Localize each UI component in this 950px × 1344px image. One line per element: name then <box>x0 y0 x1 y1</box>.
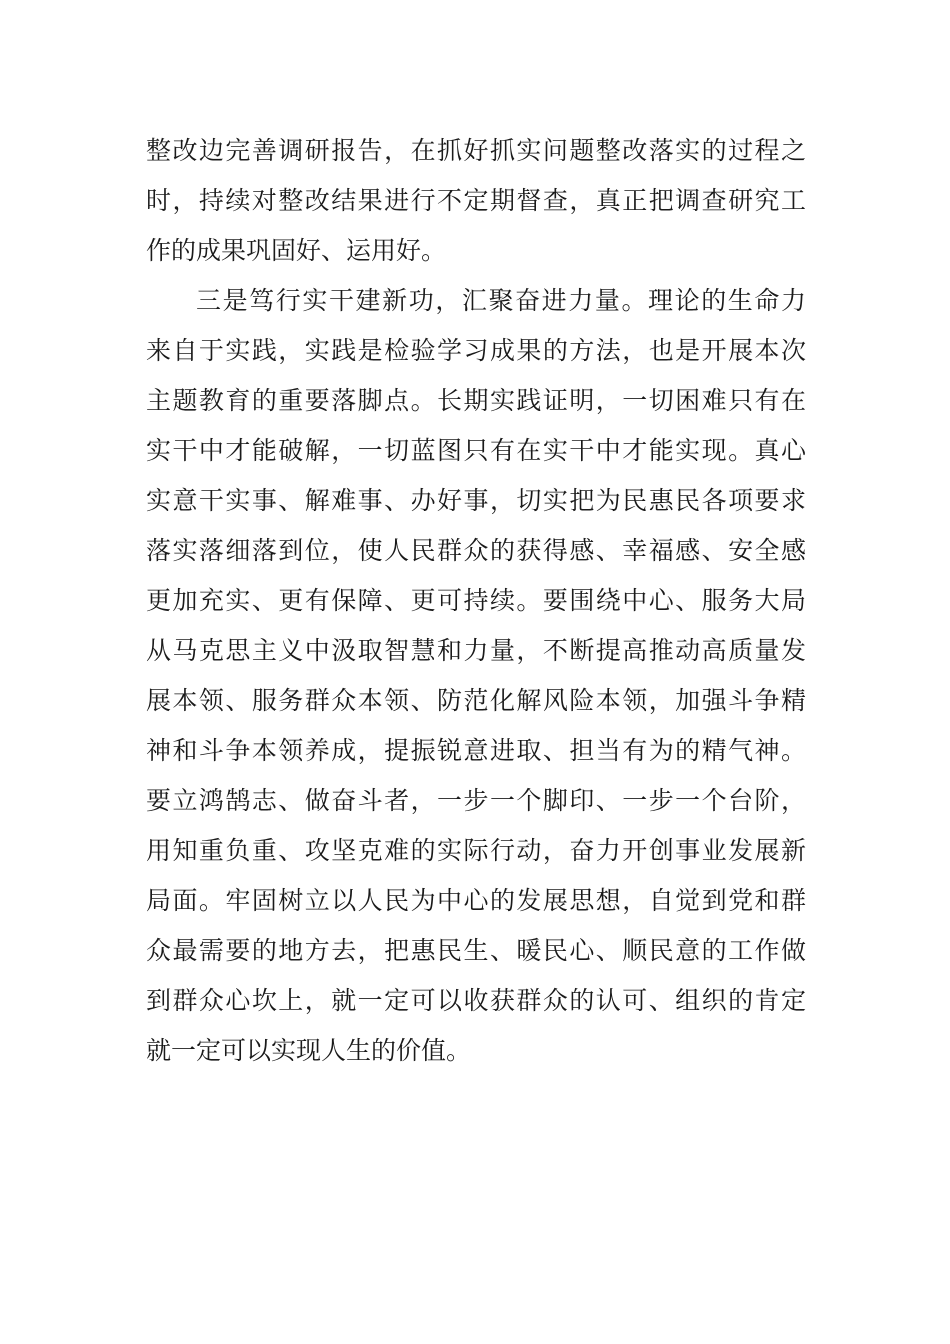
paragraph-line: 主题教育的重要落脚点。长期实践证明，一切困难只有在 <box>146 386 806 415</box>
paragraph-line: 来自于实践，实践是检验学习成果的方法，也是开展本次 <box>146 336 806 365</box>
paragraph-line: 实干中才能破解，一切蓝图只有在实干中才能实现。真心 <box>146 436 806 465</box>
paragraph-line: 展本领、服务群众本领、防范化解风险本领，加强斗争精 <box>146 686 806 715</box>
paragraph-line: 用知重负重、攻坚克难的实际行动，奋力开创事业发展新 <box>146 836 806 865</box>
paragraph-line: 众最需要的地方去，把惠民生、暖民心、顺民意的工作做 <box>146 936 806 965</box>
paragraph-line: 三是笃行实干建新功，汇聚奋进力量。理论的生命力 <box>196 286 806 315</box>
paragraph-line: 更加充实、更有保障、更可持续。要围绕中心、服务大局 <box>146 586 806 615</box>
paragraph-line: 就一定可以实现人生的价值。 <box>146 1036 472 1065</box>
paragraph-line: 实意干实事、解难事、办好事，切实把为民惠民各项要求 <box>146 486 806 515</box>
paragraph-line: 到群众心坎上，就一定可以收获群众的认可、组织的肯定 <box>146 986 806 1015</box>
paragraph-line: 局面。牢固树立以人民为中心的发展思想，自觉到党和群 <box>146 886 806 915</box>
paragraph-line: 要立鸿鹄志、做奋斗者，一步一个脚印、一步一个台阶， <box>146 786 806 815</box>
paragraph-line: 时，持续对整改结果进行不定期督查，真正把调查研究工 <box>146 186 806 215</box>
paragraph-line: 从马克思主义中汲取智慧和力量，不断提高推动高质量发 <box>146 636 806 665</box>
paragraph-line: 整改边完善调研报告，在抓好抓实问题整改落实的过程之 <box>146 136 806 165</box>
paragraph-line: 神和斗争本领养成，提振锐意进取、担当有为的精气神。 <box>146 736 806 765</box>
paragraph-line: 落实落细落到位，使人民群众的获得感、幸福感、安全感 <box>146 536 806 565</box>
paragraph-line: 作的成果巩固好、运用好。 <box>146 236 447 265</box>
